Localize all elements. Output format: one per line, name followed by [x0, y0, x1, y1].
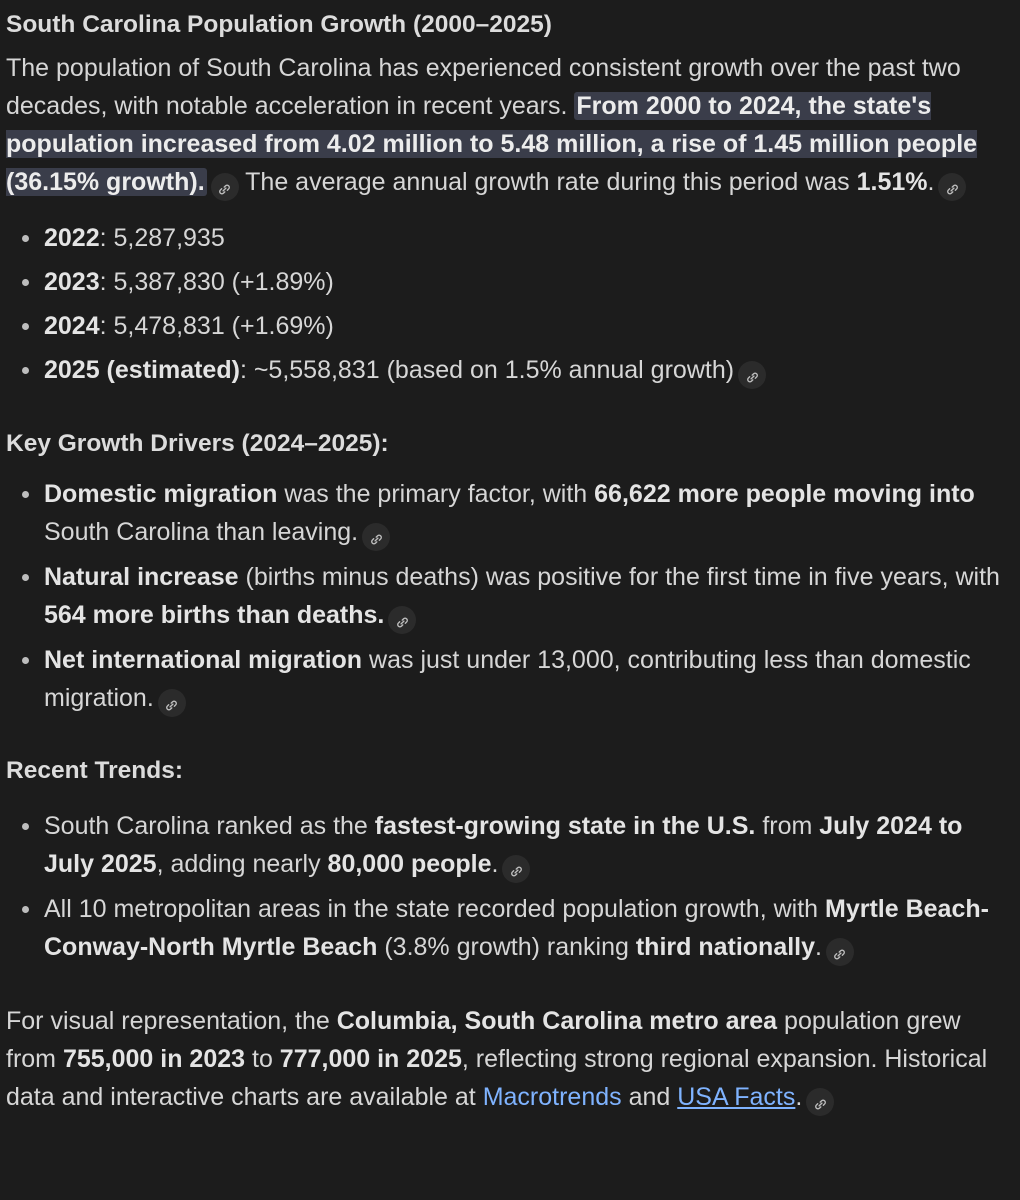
bold-text: Natural increase: [44, 563, 239, 591]
list-item: [6, 807, 1006, 883]
text: was the primary factor, with: [277, 480, 595, 508]
list-item: [6, 219, 1006, 257]
list-item: [6, 307, 1006, 345]
bold-text: July 2024 to July 2025: [44, 812, 963, 878]
citation-link-icon[interactable]: [806, 1088, 834, 1116]
growth-drivers-list: [6, 475, 1006, 717]
bullet: [22, 235, 29, 242]
bullet: [22, 279, 29, 286]
citation-link-icon[interactable]: [388, 606, 416, 634]
answer-content: [6, 6, 1006, 1116]
text: .: [795, 1083, 803, 1111]
text: For visual representation, the: [6, 1007, 337, 1035]
citation-link-icon[interactable]: [211, 173, 239, 201]
list-item: [6, 558, 1006, 634]
year-value: : 5,287,935: [99, 224, 225, 252]
text: was just under 13,000, contributing less than domestic migration.: [44, 646, 971, 712]
text: , reflecting strong regional expansion. Historical data and interactive charts are available at: [6, 1045, 988, 1111]
citation-link-icon[interactable]: [938, 173, 966, 201]
year-label: 2022: [44, 224, 100, 252]
list-item: [6, 351, 1006, 389]
year-label: 2023: [44, 268, 100, 296]
bold-text: third nationally: [635, 933, 816, 961]
list-item: [6, 890, 1006, 966]
bullet: [22, 367, 29, 374]
bullet: [22, 491, 29, 498]
bold-text: fastest-growing state in the U.S.: [374, 812, 756, 840]
text: from: [755, 812, 820, 840]
list-item: [6, 641, 1006, 717]
text: South Carolina ranked as the: [44, 812, 375, 840]
year-label: 2025 (estimated): [44, 356, 240, 384]
bold-text: 755,000 in 2023: [62, 1045, 246, 1073]
citation-link-icon[interactable]: [362, 523, 390, 551]
yearly-population-list: [6, 219, 1006, 389]
text: and: [621, 1083, 678, 1111]
bold-text: Myrtle Beach-Conway-North Myrtle Beach: [44, 895, 989, 961]
usafacts-link[interactable]: USA Facts: [677, 1083, 796, 1111]
growth-rate: 1.51%: [856, 168, 928, 196]
heading-growth-drivers: Key Growth Drivers (2024–2025):: [6, 430, 389, 457]
bold-text: 564 more births than deaths.: [44, 601, 385, 629]
heading-population-growth: South Carolina Population Growth (2000–2025): [6, 11, 552, 38]
bullet: [22, 323, 29, 330]
intro-text: The average annual growth rate during this period was: [238, 168, 857, 196]
list-item: [6, 263, 1006, 301]
macrotrends-link[interactable]: Macrotrends: [482, 1083, 622, 1111]
intro-text: .: [927, 168, 935, 196]
year-value: : 5,478,831 (+1.69%): [99, 312, 334, 340]
bullet: [22, 657, 29, 664]
bold-text: Net international migration: [44, 646, 363, 674]
text: population grew from: [6, 1007, 961, 1073]
text: (3.8% growth) ranking: [377, 933, 636, 961]
text: .: [815, 933, 822, 961]
bullet: [22, 823, 29, 830]
bullet: [22, 574, 29, 581]
bold-text: 66,622 more people moving into: [594, 480, 975, 508]
text: to: [245, 1045, 280, 1073]
citation-link-icon[interactable]: [738, 361, 766, 389]
closing-paragraph: [6, 1002, 1006, 1116]
text: , adding nearly: [156, 850, 328, 878]
citation-link-icon[interactable]: [502, 855, 530, 883]
bold-text: Columbia, South Carolina metro area: [336, 1007, 778, 1035]
list-item: [6, 475, 1006, 551]
intro-paragraph: [6, 49, 1006, 201]
year-value: : ~5,558,831 (based on 1.5% annual growth): [239, 356, 735, 384]
citation-link-icon[interactable]: [826, 938, 854, 966]
year-label: 2024: [44, 312, 100, 340]
intro-text: The population of South Carolina has experienced consistent growth over the past two decades, with notable acceleration in recent years.: [6, 54, 961, 120]
text: South Carolina than leaving.: [44, 518, 359, 546]
recent-trends-list: [6, 807, 1006, 966]
text: (births minus deaths) was positive for the first time in five years, with: [238, 563, 1000, 591]
heading-recent-trends: Recent Trends:: [6, 757, 183, 784]
citation-link-icon[interactable]: [158, 689, 186, 717]
text: .: [491, 850, 499, 878]
text: All 10 metropolitan areas in the state recorded population growth, with: [44, 895, 826, 923]
highlighted-claim: From 2000 to 2024, the state's population increased from 4.02 million to 5.48 million, a rise of 1.45 million people (36.15% growth).: [6, 92, 978, 196]
bullet: [22, 906, 29, 913]
bold-text: 777,000 in 2025: [279, 1045, 462, 1073]
bold-text: 80,000 people: [327, 850, 492, 878]
bold-text: Domestic migration: [44, 480, 278, 508]
year-value: : 5,387,830 (+1.89%): [99, 268, 334, 296]
